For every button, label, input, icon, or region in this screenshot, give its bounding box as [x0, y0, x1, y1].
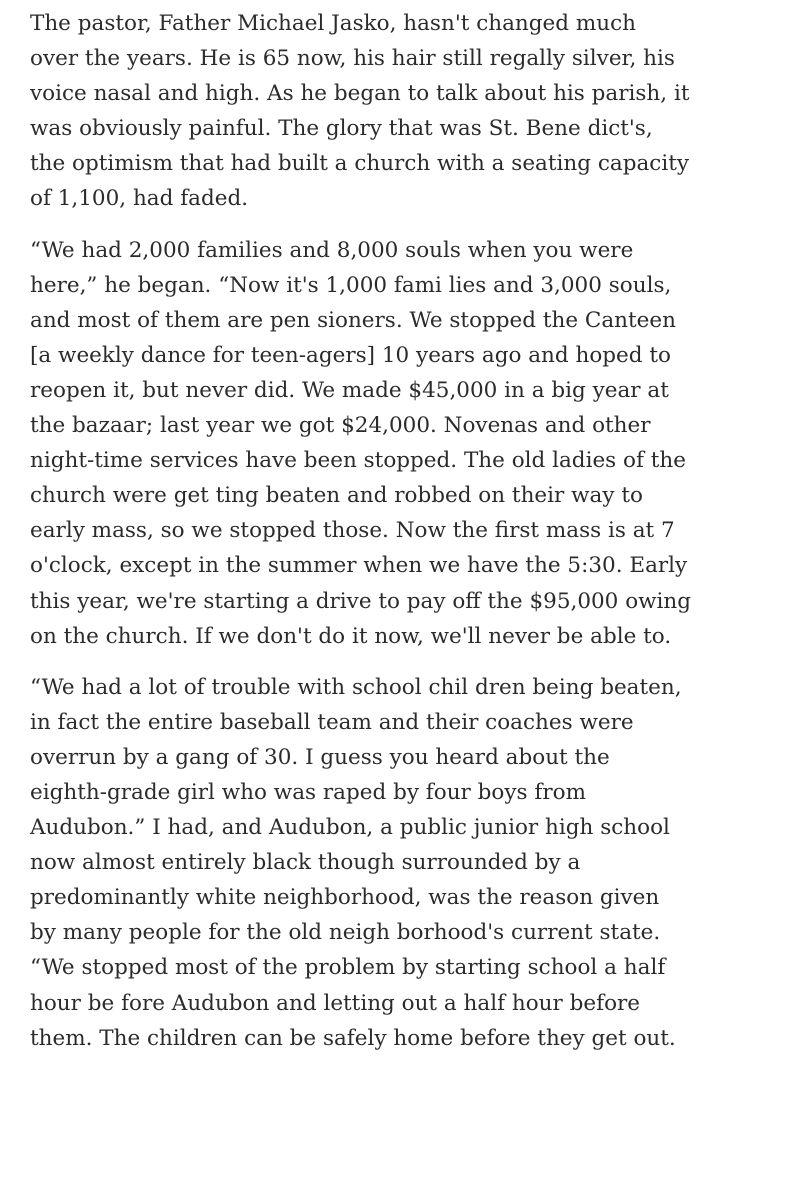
text-line: the optimism that had built a church with a seating capacity: [30, 151, 689, 177]
text-line: on the church. If we don't do it now, we'll never be able to.: [30, 623, 672, 649]
text-line: of 1,100, had faded.: [30, 186, 249, 212]
text-line: here,” he began. “Now it's 1,000 fami lies and 3,000 souls,: [30, 272, 672, 298]
text-line: this year, we're starting a drive to pay off the $95,000 owing: [30, 588, 692, 614]
text-line: “We stopped most of the problem by starting school a half: [30, 955, 666, 981]
text-line: voice nasal and high. As he began to talk about his parish, it: [30, 81, 690, 107]
text-line: over the years. He is 65 now, his hair still regally silver, his: [30, 46, 675, 72]
paragraph: [30, 670, 782, 1056]
text-line: o'clock, except in the summer when we have the 5:30. Early: [30, 553, 688, 579]
text-line: church were get ting beaten and robbed on their way to: [30, 483, 643, 509]
text-line: was obviously painful. The glory that was St. Bene dict's,: [30, 116, 653, 142]
text-line: predominantly white neighborhood, was the reason given: [30, 885, 660, 911]
text-line: early mass, so we stopped those. Now the first mass is at 7: [30, 518, 675, 544]
text-line: them. The children can be safely home before they get out.: [30, 1025, 676, 1051]
text-line: and most of them are pen sioners. We stopped the Canteen: [30, 307, 676, 333]
text-line: by many people for the old neigh borhood's current state.: [30, 920, 661, 946]
text-line: reopen it, but never did. We made $45,000 in a big year at: [30, 377, 669, 403]
text-line: eighth-grade girl who was raped by four boys from: [30, 779, 586, 805]
paragraph: [30, 6, 782, 217]
text-line: overrun by a gang of 30. I guess you heard about the: [30, 744, 610, 770]
text-line: in fact the entire baseball team and their coaches were: [30, 709, 634, 735]
article-body: [30, 6, 782, 1072]
text-line: Audubon.” I had, and Audubon, a public junior high school: [30, 815, 670, 841]
text-line: The pastor, Father Michael Jasko, hasn't changed much: [30, 11, 636, 36]
text-line: now almost entirely black though surrounded by a: [30, 850, 581, 876]
text-line: night-time services have been stopped. The old ladies of the: [30, 448, 686, 474]
text-line: hour be fore Audubon and letting out a half hour before: [30, 990, 641, 1016]
text-line: the bazaar; last year we got $24,000. Novenas and other: [30, 413, 651, 439]
text-line: “We had 2,000 families and 8,000 souls when you were: [30, 237, 634, 263]
text-line: “We had a lot of trouble with school chil dren being beaten,: [30, 674, 682, 700]
text-line: [a weekly dance for teen-agers] 10 years ago and hoped to: [30, 342, 671, 368]
paragraph: [30, 233, 782, 654]
